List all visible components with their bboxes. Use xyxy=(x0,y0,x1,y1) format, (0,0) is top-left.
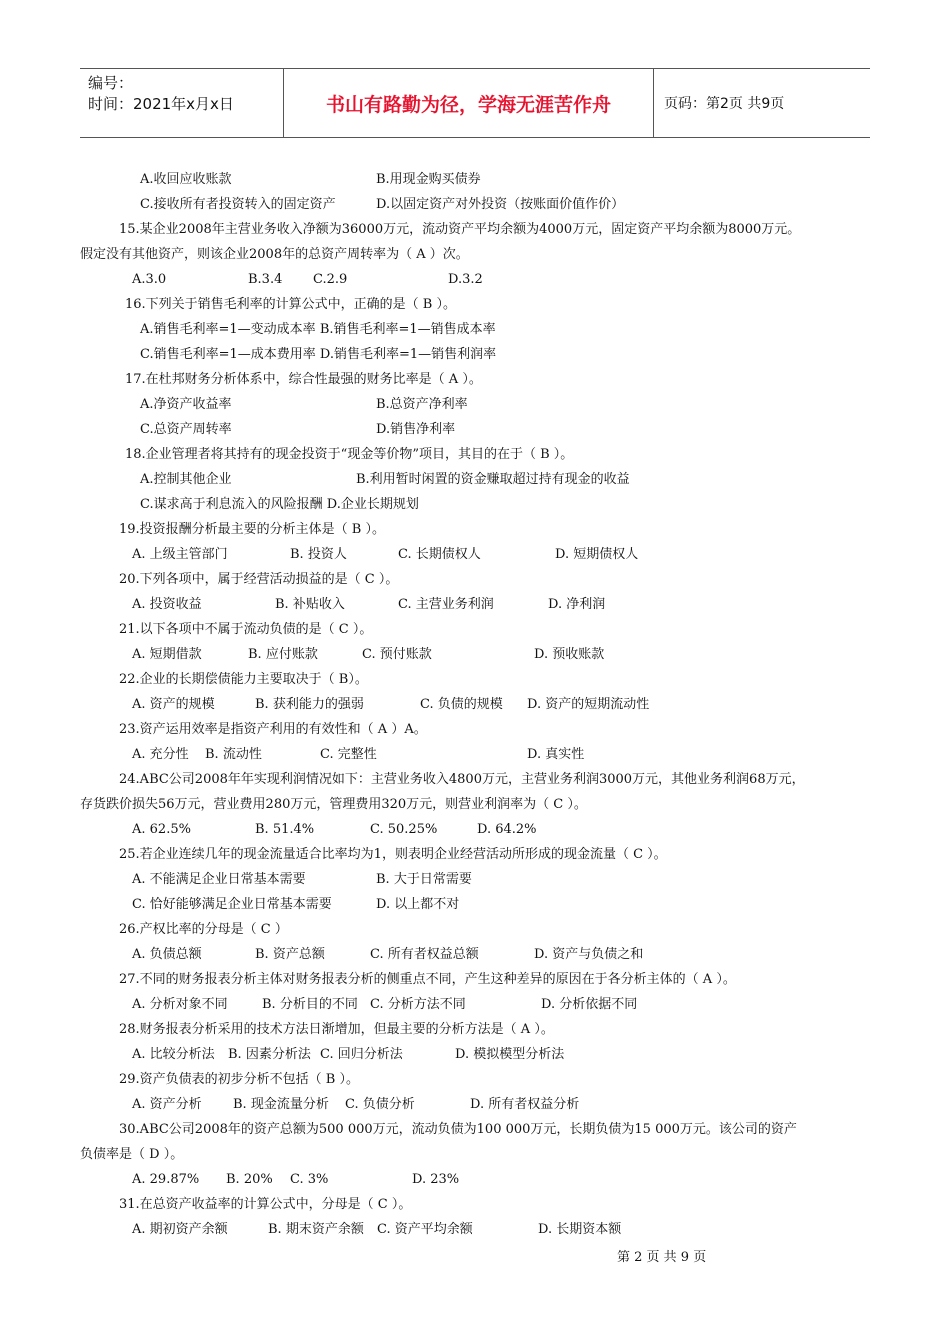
option-line: A. 资产分析 xyxy=(132,1097,202,1112)
option-line: A. 比较分析法 xyxy=(132,1047,215,1062)
option-line: B. 资产总额 xyxy=(255,947,325,962)
option-line: B. 投资人 xyxy=(290,547,347,562)
option-line: B.3.4 xyxy=(248,272,283,287)
question-line: 24.ABC公司2008年年实现利润情况如下：主营业务收入4800万元，主营业务利润3000万元，其他业务利润68万元， xyxy=(119,772,805,787)
question-line: 15.某企业2008年主营业务收入净额为36000万元，流动资产平均余额为4000万元，固定资产平均余额为8000万元。 xyxy=(119,222,801,237)
option-line: D.3.2 xyxy=(448,272,483,287)
option-line: A. 充分性 xyxy=(132,747,189,762)
option-line: D. 所有者权益分析 xyxy=(470,1097,580,1112)
option-line: A. 62.5% xyxy=(132,822,191,837)
option-line: A.控制其他企业 xyxy=(140,472,232,487)
option-line: D. 净利润 xyxy=(548,597,606,612)
option-line: B. 期末资产余额 xyxy=(268,1222,364,1237)
option-line: C.销售毛利率=1—成本费用率 D.销售毛利率=1—销售利润率 xyxy=(140,347,497,362)
option-line: C. 预付账款 xyxy=(362,647,432,662)
option-line: A.3.0 xyxy=(132,272,167,287)
question-line: 19.投资报酬分析最主要的分析主体是（ B ）。 xyxy=(119,522,385,537)
option-line: B. 流动性 xyxy=(205,747,262,762)
question-line: 23.资产运用效率是指资产利用的有效性和（ A ）A。 xyxy=(119,722,427,737)
option-line: C. 所有者权益总额 xyxy=(370,947,479,962)
option-line: A. 投资收益 xyxy=(132,597,202,612)
option-line: C.谋求高于利息流入的风险报酬 D.企业长期规划 xyxy=(140,497,419,512)
option-line: C. 回归分析法 xyxy=(320,1047,403,1062)
option-line: D. 短期债权人 xyxy=(555,547,639,562)
option-line: B.总资产净利率 xyxy=(376,397,468,412)
option-line: C. 50.25% xyxy=(370,822,438,837)
option-line: A. 29.87% xyxy=(132,1172,200,1187)
option-line: D. 模拟模型分析法 xyxy=(455,1047,565,1062)
option-line: C. 主营业务利润 xyxy=(398,597,494,612)
option-line: D. 长期资本额 xyxy=(538,1222,622,1237)
option-line: A.收回应收账款 xyxy=(140,172,232,187)
option-line: C. 分析方法不同 xyxy=(370,997,466,1012)
option-line: A.净资产收益率 xyxy=(140,397,232,412)
option-line: B. 分析目的不同 xyxy=(262,997,358,1012)
header-page-info: 页码：第2页 共9页 xyxy=(664,96,785,112)
option-line: D. 分析依据不同 xyxy=(541,997,638,1012)
option-line: C. 负债分析 xyxy=(345,1097,415,1112)
option-line: D. 以上都不对 xyxy=(376,897,460,912)
option-line: D.以固定资产对外投资（按账面价值作价） xyxy=(376,197,625,212)
question-line: 26.产权比率的分母是（ C ） xyxy=(119,922,288,937)
option-line: B.用现金购买债券 xyxy=(376,172,481,187)
option-line: B. 补贴收入 xyxy=(275,597,345,612)
option-line: D.销售净利率 xyxy=(376,422,456,437)
option-line: B. 因素分析法 xyxy=(228,1047,311,1062)
question-line: 27.不同的财务报表分析主体对财务报表分析的侧重点不同，产生这种差异的原因在于各分析主体的（ A ）。 xyxy=(119,972,736,987)
option-line: A. 负债总额 xyxy=(132,947,202,962)
option-line: A. 短期借款 xyxy=(132,647,202,662)
option-line: C.接收所有者投资转入的固定资产 xyxy=(140,197,336,212)
option-line: B. 应付账款 xyxy=(248,647,318,662)
option-line: B.利用暂时闲置的资金赚取超过持有现金的收益 xyxy=(356,472,630,487)
header-motto: 书山有路勤为径，学海无涯苦作舟 xyxy=(284,69,654,137)
option-line: C. 长期债权人 xyxy=(398,547,481,562)
option-line: C. 恰好能够满足企业日常基本需要 xyxy=(132,897,332,912)
question-line: 负债率是（ D ）。 xyxy=(80,1147,184,1162)
question-line: 18.企业管理者将其持有的现金投资于“现金等价物”项目，其目的在于（ B ）。 xyxy=(125,447,574,462)
option-line: D. 资产的短期流动性 xyxy=(527,697,650,712)
question-line: 存货跌价损失56万元，营业费用280万元，管理费用320万元，则营业利润率为（ C ）。 xyxy=(80,797,587,812)
option-line: C.总资产周转率 xyxy=(140,422,232,437)
question-line: 28.财务报表分析采用的技术方法日渐增加，但最主要的分析方法是（ A ）。 xyxy=(119,1022,554,1037)
question-line: 20.下列各项中，属于经营活动损益的是（ C ）。 xyxy=(119,572,399,587)
option-line: C. 完整性 xyxy=(320,747,377,762)
page-header xyxy=(80,68,870,138)
option-line: D. 真实性 xyxy=(527,747,585,762)
question-line: 17.在杜邦财务分析体系中，综合性最强的财务比率是（ A ）。 xyxy=(125,372,482,387)
option-line: B. 20% xyxy=(226,1172,273,1187)
option-line: D. 23% xyxy=(412,1172,460,1187)
option-line: B. 51.4% xyxy=(255,822,315,837)
option-line: C. 3% xyxy=(290,1172,329,1187)
option-line: A. 不能满足企业日常基本需要 xyxy=(132,872,306,887)
question-line: 30.ABC公司2008年的资产总额为500 000万元，流动负债为100 000万元，长期负债为15 000万元。该公司的资产 xyxy=(119,1122,797,1137)
option-line: A. 期初资产余额 xyxy=(132,1222,228,1237)
document-date: 时间：2021年x月x日 xyxy=(88,95,234,113)
header-meta xyxy=(80,69,284,137)
option-line: C. 负债的规模 xyxy=(420,697,503,712)
option-line: A. 上级主管部门 xyxy=(132,547,228,562)
question-line: 22.企业的长期偿债能力主要取决于（ B）。 xyxy=(119,672,368,687)
option-line: B. 获利能力的强弱 xyxy=(255,697,364,712)
document-number-label: 编号： xyxy=(88,74,134,92)
option-line: D. 资产与负债之和 xyxy=(534,947,644,962)
option-line: A. 分析对象不同 xyxy=(132,997,228,1012)
option-line: B. 大于日常需要 xyxy=(376,872,472,887)
question-line: 29.资产负债表的初步分析不包括（ B ）。 xyxy=(119,1072,359,1087)
option-line: D. 预收账款 xyxy=(534,647,605,662)
question-line: 25.若企业连续几年的现金流量适合比率均为1，则表明企业经营活动所形成的现金流量（ C ）。 xyxy=(119,847,667,862)
option-line: C. 资产平均余额 xyxy=(377,1222,473,1237)
option-line: D. 64.2% xyxy=(477,822,537,837)
question-line: 假定没有其他资产，则该企业2008年的总资产周转率为（ A ）次。 xyxy=(80,247,469,262)
option-line: B. 现金流量分析 xyxy=(233,1097,329,1112)
option-line: A.销售毛利率=1—变动成本率 B.销售毛利率=1—销售成本率 xyxy=(140,322,496,337)
page-footer: 第 2 页 共 9 页 xyxy=(617,1250,707,1265)
option-line: A. 资产的规模 xyxy=(132,697,215,712)
option-line: C.2.9 xyxy=(313,272,348,287)
question-line: 31.在总资产收益率的计算公式中，分母是（ C ）。 xyxy=(119,1197,412,1212)
question-line: 16.下列关于销售毛利率的计算公式中，正确的是（ B ）。 xyxy=(125,297,456,312)
question-line: 21.以下各项中不属于流动负债的是（ C ）。 xyxy=(119,622,373,637)
